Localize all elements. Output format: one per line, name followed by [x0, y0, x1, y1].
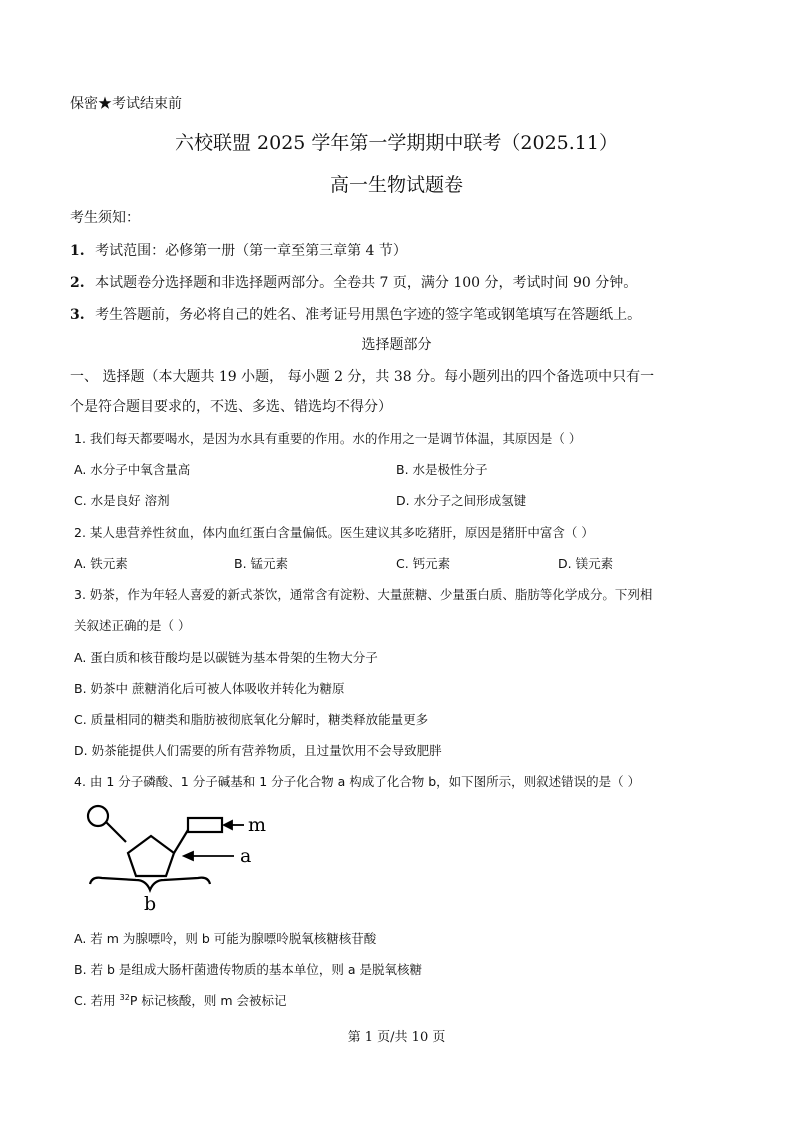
question-2-option-b: B. 锰元素 — [234, 556, 289, 571]
section-title: 选择题部分 — [361, 337, 432, 353]
notice-item-number: 2. — [70, 275, 85, 291]
notice-item-2 — [70, 272, 637, 292]
question-3-option-b: B. 奶茶中 蔗糖消化后可被人体吸收并转化为糖原 — [74, 681, 345, 696]
question-2-option-a: A. 铁元素 — [74, 556, 128, 571]
question-1-stem: 1. 我们每天都要喝水，是因为水具有重要的作用。水的作用之一是调节体温，其原因是（ ） — [74, 431, 582, 446]
nucleotide-diagram — [76, 798, 276, 916]
question-3-stem-line1: 3. 奶茶，作为年轻人喜爱的新式茶饮，通常含有淀粉、大量蔗糖、少量蛋白质、脂肪等化学成分。下列相 — [74, 587, 653, 602]
question-4-option-a: A. 若 m 为腺嘌呤，则 b 可能为腺嘌呤脱氧核糖核苷酸 — [74, 931, 377, 946]
question-3-option-d: D. 奶茶能提供人们需要的所有营养物质，且过量饮用不会导致肥胖 — [74, 743, 442, 758]
notice-item-number: 1. — [70, 243, 85, 259]
page-footer: 第 1 页/共 10 页 — [347, 1030, 446, 1045]
phosphate-bond — [106, 822, 126, 842]
isotope-superscript: 32 — [119, 992, 130, 1002]
phosphate-circle — [88, 806, 108, 826]
notice-item-1 — [70, 240, 407, 260]
question-2-option-d: D. 镁元素 — [558, 556, 614, 571]
label-b: b — [144, 893, 157, 915]
question-1-option-c: C. 水是良好 溶剂 — [74, 493, 170, 508]
question-3-option-a: A. 蛋白质和核苷酸均是以碳链为基本骨架的生物大分子 — [74, 650, 378, 665]
option-c-suffix: P 标记核酸，则 m 会被标记 — [129, 993, 287, 1008]
option-c-prefix: C. 若用 — [74, 993, 120, 1008]
base-bond — [174, 830, 188, 853]
question-2-option-c: C. 钙元素 — [396, 556, 451, 571]
label-a: a — [240, 845, 252, 867]
question-4-option-c — [74, 991, 286, 1009]
exam-title: 六校联盟 2025 学年第一学期期中联考（2025.11） — [174, 132, 618, 154]
question-3-stem-line2: 关叙述正确的是（ ） — [74, 618, 191, 633]
paper-subtitle: 高一生物试题卷 — [329, 174, 463, 196]
base-rectangle — [188, 818, 222, 832]
section-intro-line1: 一、 选择题（本大题共 19 小题， 每小题 2 分，共 38 分。每小题列出的四个备选项中只有一 — [70, 369, 655, 385]
notice-item-text: 本试题卷分选择题和非选择题两部分。全卷共 7 页，满分 100 分，考试时间 90 分钟。 — [95, 275, 638, 291]
notice-item-text: 考试范围：必修第一册（第一章至第三章第 4 节） — [95, 243, 407, 259]
notice-item-3 — [70, 304, 641, 324]
question-4-option-b: B. 若 b 是组成大肠杆菌遗传物质的基本单位，则 a 是脱氧核糖 — [74, 962, 423, 977]
brace-b — [90, 878, 210, 890]
notice-item-number: 3. — [70, 307, 85, 323]
arrow-m-head — [224, 821, 232, 829]
question-1-option-d: D. 水分子之间形成氢键 — [396, 493, 527, 508]
arrow-a-head — [184, 852, 193, 860]
question-1-option-b: B. 水是极性分子 — [396, 462, 488, 477]
question-1-option-a: A. 水分子中氧含量高 — [74, 462, 191, 477]
notice-item-text: 考生答题前，务必将自己的姓名、准考证号用黑色字迹的签字笔或钢笔填写在答题纸上。 — [95, 307, 642, 323]
pentose-pentagon — [128, 836, 174, 876]
notice-heading: 考生须知： — [70, 210, 140, 226]
question-4-stem: 4. 由 1 分子磷酸、1 分子碱基和 1 分子化合物 a 构成了化合物 b，如下图所示，则叙述错误的是（ ） — [74, 774, 641, 789]
section-intro-line2: 个是符合题目要求的，不选、多选、错选均不得分） — [70, 399, 392, 415]
confidential-label: 保密★考试结束前 — [70, 96, 182, 112]
label-m: m — [248, 814, 267, 836]
question-2-stem: 2. 某人患营养性贫血，体内血红蛋白含量偏低。医生建议其多吃猪肝，原因是猪肝中富含（ ） — [74, 525, 594, 540]
question-3-option-c: C. 质量相同的糖类和脂肪被彻底氧化分解时，糖类释放能量更多 — [74, 712, 429, 727]
